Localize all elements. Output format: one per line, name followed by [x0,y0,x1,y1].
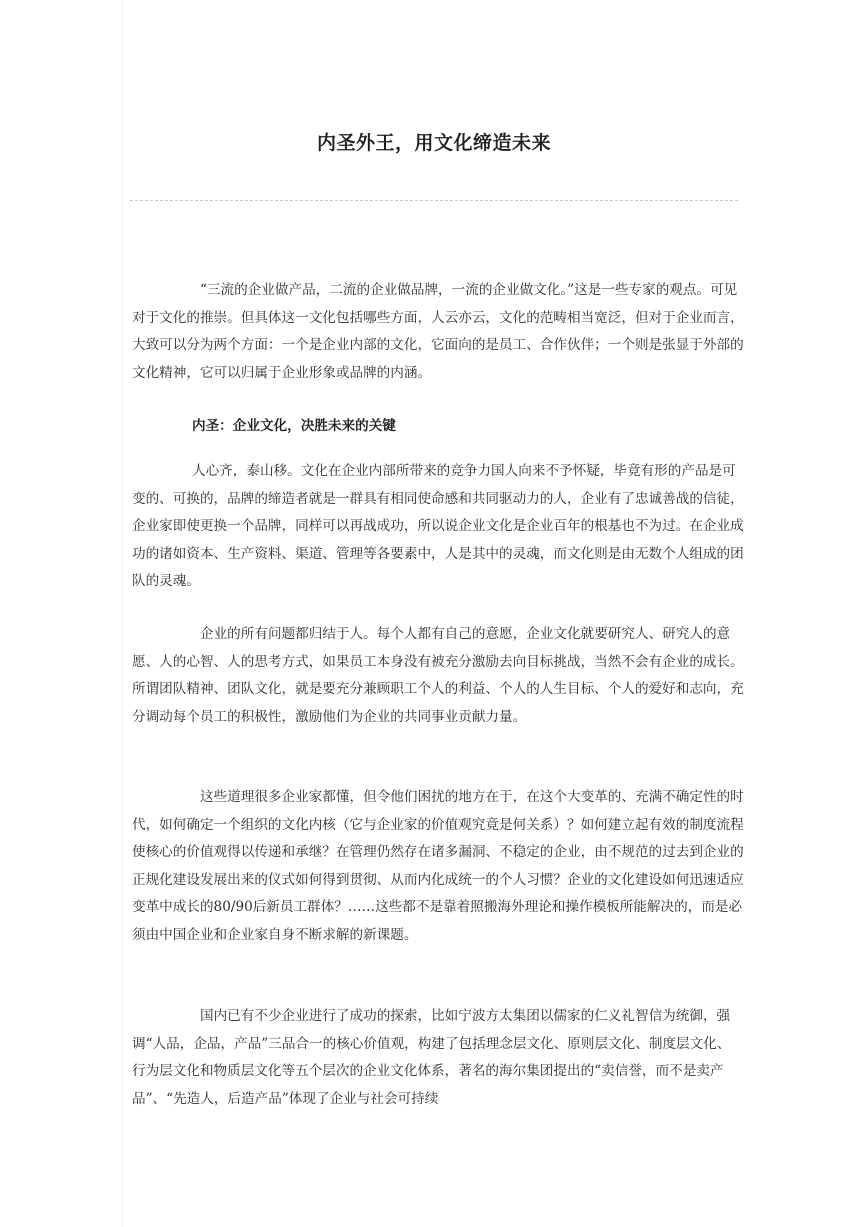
paragraph-intro [132,277,744,387]
paragraph-text: 国内已有不少企业进行了成功的探索，比如宁波方太集团以儒家的仁义礼智信为统御，强调“人品，企品，产品”三品合一的核心价值观，构建了包括理念层文化、原则层文化、制度层文化、行为层文化和物质层文化等五个层次的企业文化体系，著名的海尔集团提出的“卖信誉，而不是卖产品”、“先造人，后造产品”体现了企业与社会可持续 [132,1008,731,1107]
section-heading: 内圣：企业文化，决胜未来的关键 [192,418,396,434]
paragraph-challenges [132,784,744,949]
paragraph-people [132,621,744,731]
paragraph-team-spirit [132,458,744,596]
paragraph-text: 企业的所有问题都归结于人。每个人都有自己的意愿，企业文化就要研究人、研究人的意愿、人的心智、人的思考方式，如果员工本身没有被充分激励去向目标挑战，当然不会有企业的成长。所谓团队精神、团队文化，就是要充分兼顾职工个人的利益、个人的人生目标、个人的爱好和志向，充分调动每个员工的积极性，激励他们为企业的共同事业贡献力量。 [132,626,744,725]
paragraph-text: 人心齐，泰山移。文化在企业内部所带来的竞争力国人向来不予怀疑，毕竟有形的产品是可变的、可换的，品牌的缔造者就是一群具有相同使命感和共同驱动力的人，企业有了忠诚善战的信徒，企业家即使更换一个品牌，同样可以再战成功，所以说企业文化是企业百年的根基也不为过。在企业成功的诸如资本、生产资料、渠道、管理等各要素中，人是其中的灵魂，而文化则是由无数个人组成的团队的灵魂。 [132,463,744,589]
paragraph-text: “三流的企业做产品，二流的企业做品牌，一流的企业做文化。”这是一些专家的观点。可见对于文化的推崇。但具体这一文化包括哪些方面，人云亦云，文化的范畴相当宽泛，但对于企业而言，大致可以分为两个方面：一个是企业内部的文化，它面向的是员工、合作伙伴；一个则是张显于外部的文化精神，它可以归属于企业形象或品牌的内涵。 [132,282,744,381]
paragraph-text: 这些道理很多企业家都懂，但令他们困扰的地方在于，在这个大变革的、充满不确定性的时代，如何确定一个组织的文化内核（它与企业家的价值观究竟是何关系）？如何建立起有效的制度流程使核心的价值观得以传递和承继？在管理仍然存在诸多漏洞、不稳定的企业，由不规范的过去到企业的正规化建设发展出来的仪式如何得到贯彻、从而内化成统一的个人习惯？企业的文化建设如何迅速适应变革中成长的80/90后新员工群体？……这些都不是靠着照搬海外理论和操作模板所能解决的，而是必须由中国企业和企业家自身不断求解的新课题。 [132,789,744,943]
page-edge-line [122,0,123,1227]
title-divider [130,200,738,201]
document-title: 内圣外王，用文化缔造未来 [316,132,551,154]
paragraph-examples [132,1003,744,1113]
